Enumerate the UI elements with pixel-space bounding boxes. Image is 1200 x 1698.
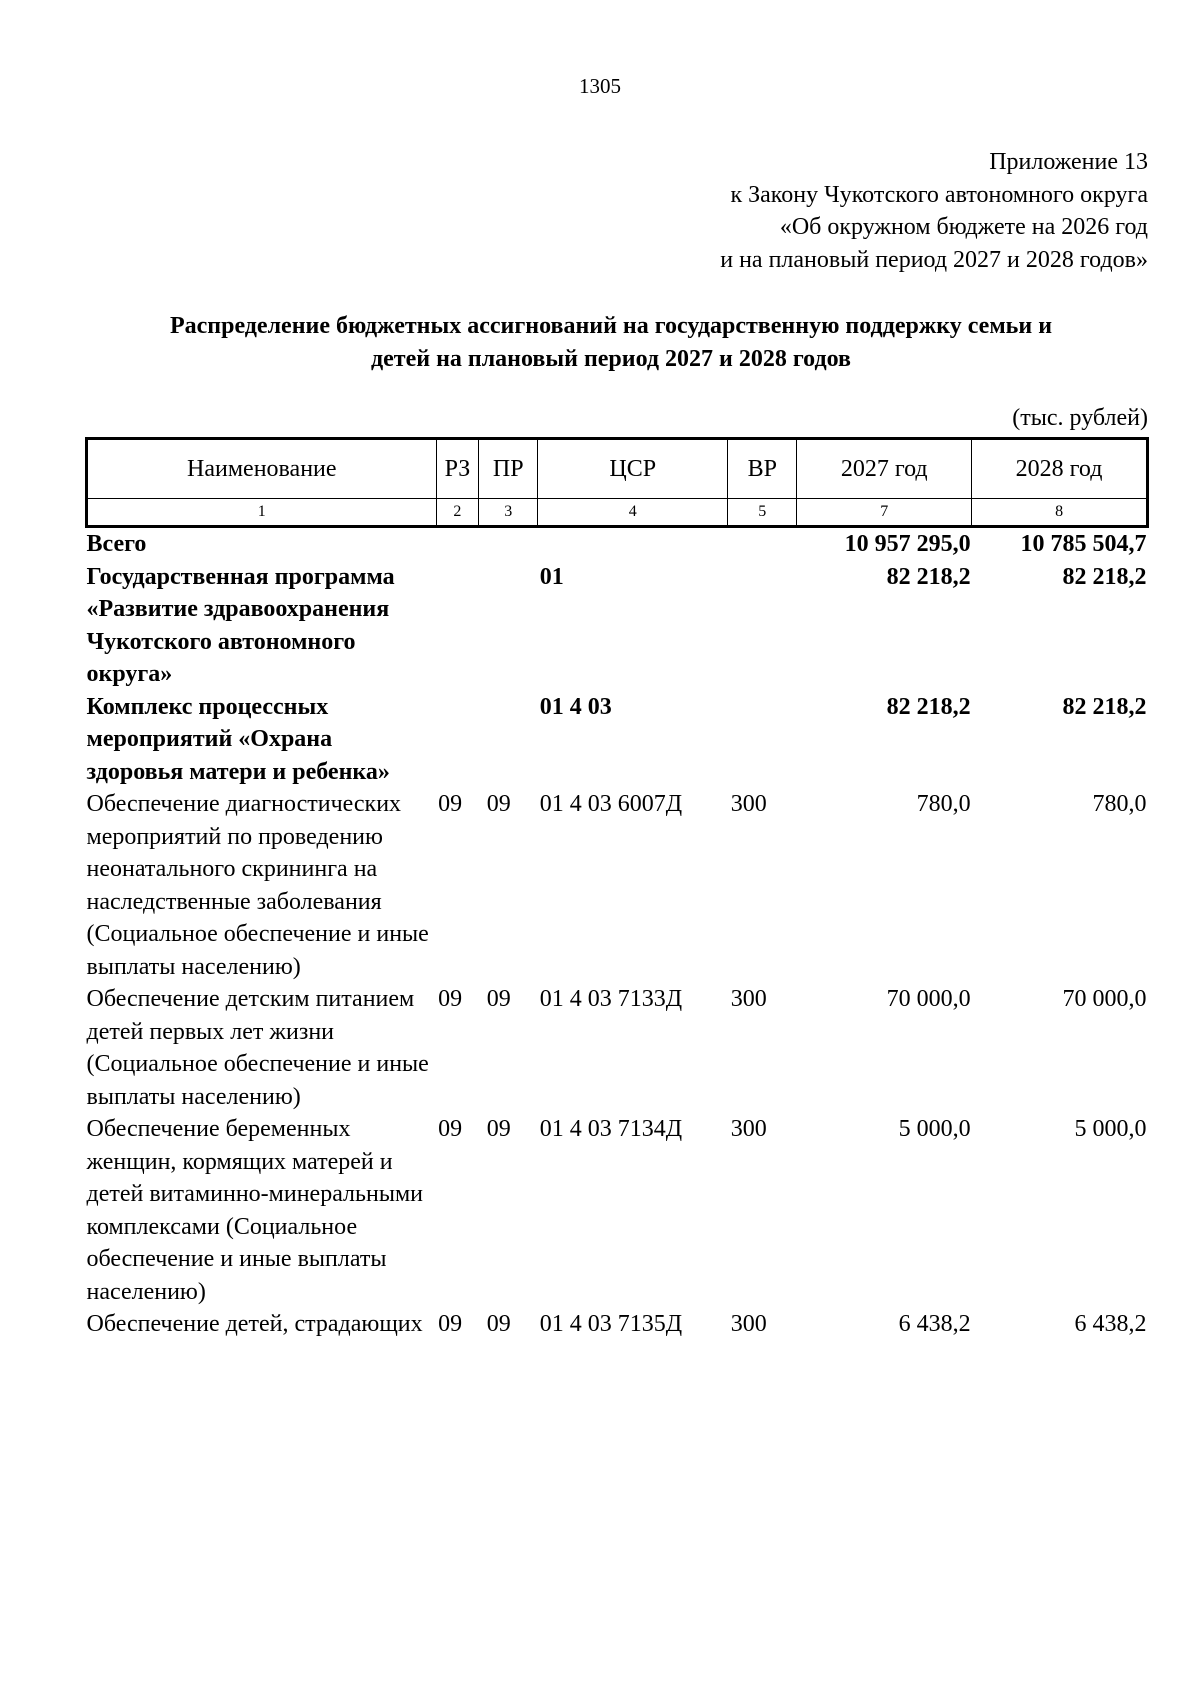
header-year-2027: 2027 год (797, 439, 972, 499)
appendix-line: и на плановый период 2027 и 2028 годов» (720, 247, 1148, 274)
row-amount-2027: 780,0 (916, 791, 971, 817)
units-note: (тыс. рублей) (1012, 405, 1148, 431)
row-name: Обеспечение детей, страдающих (86, 1311, 423, 1337)
row-vr: 300 (730, 1116, 767, 1142)
header-csr: ЦСР (538, 439, 728, 499)
row-name: Обеспечение детским питанием детей первых лет жизни (Социальное обеспечение и иные выплаты населению) (86, 986, 429, 1110)
appendix-line: Приложение 13 (989, 149, 1148, 175)
header-year-2028: 2028 год (972, 439, 1148, 499)
row-csr: 01 4 03 6007Д (539, 791, 683, 817)
page-number: 1305 (579, 74, 621, 98)
column-number: 2 (436, 499, 479, 527)
budget-table (85, 437, 1149, 1341)
table-row (87, 561, 1148, 691)
row-amount-2028: 10 785 504,7 (1020, 531, 1147, 557)
row-pr: 09 (486, 1311, 511, 1337)
row-name: Государственная программа «Развитие здравоохранения Чукотского автономного округа» (86, 563, 395, 687)
row-amount-2027: 70 000,0 (886, 986, 971, 1012)
appendix-line: «Об окружном бюджете на 2026 год (779, 214, 1148, 241)
column-number: 5 (728, 499, 797, 527)
row-name: Обеспечение диагностических мероприятий по проведению неонатального скрининга на наследственные заболевания (Социальное обеспечение и иные выплаты населению) (86, 791, 429, 980)
row-csr: 01 4 03 7135Д (539, 1311, 683, 1337)
row-amount-2028: 82 218,2 (1062, 563, 1147, 590)
row-amount-2028: 70 000,0 (1062, 986, 1147, 1012)
table-row (87, 788, 1148, 983)
row-csr: 01 (539, 563, 564, 590)
row-amount-2027: 5 000,0 (898, 1116, 971, 1142)
row-pr (479, 691, 538, 789)
header-vr: ВР (728, 439, 797, 499)
row-csr: 01 4 03 7133Д (539, 986, 683, 1012)
row-name: Комплекс процессных мероприятий «Охрана здоровья матери и ребенка» (86, 693, 390, 785)
table-row (87, 1113, 1148, 1308)
header-name: Наименование (87, 439, 437, 499)
appendix-line: к Закону Чукотского автономного округа (730, 181, 1148, 208)
row-rz: 09 (438, 1116, 463, 1142)
row-rz (436, 561, 479, 691)
row-amount-2028: 780,0 (1092, 791, 1147, 817)
row-amount-2028: 5 000,0 (1074, 1116, 1147, 1142)
document-title-line: детей на плановый период 2027 и 2028 годов (371, 345, 851, 372)
row-amount-2027: 10 957 295,0 (844, 531, 971, 557)
column-number: 3 (479, 499, 538, 527)
row-name: Всего (86, 531, 147, 557)
row-rz (436, 527, 479, 561)
header-pr: ПР (479, 439, 538, 499)
row-vr: 300 (730, 986, 767, 1012)
column-number: 8 (972, 499, 1148, 527)
row-rz: 09 (438, 986, 463, 1012)
table-row (87, 527, 1148, 561)
row-vr: 300 (730, 791, 767, 817)
document-title-line: Распределение бюджетных ассигнований на государственную поддержку семьи и (169, 313, 1053, 339)
row-pr (479, 527, 538, 561)
row-amount-2028: 82 218,2 (1062, 693, 1147, 720)
row-pr: 09 (486, 1116, 511, 1142)
column-number: 4 (538, 499, 728, 527)
row-rz: 09 (438, 791, 463, 817)
row-vr (728, 527, 797, 561)
row-pr: 09 (486, 986, 511, 1012)
row-amount-2028: 6 438,2 (1074, 1311, 1147, 1337)
column-number: 1 (87, 499, 437, 527)
row-pr: 09 (486, 791, 511, 817)
row-name: Обеспечение беременных женщин, кормящих матерей и детей витаминно-минеральными комплексами (Социальное обеспечение и иные выплаты населению) (86, 1116, 423, 1305)
row-vr: 300 (730, 1311, 767, 1337)
column-number: 7 (797, 499, 972, 527)
row-amount-2027: 82 218,2 (886, 693, 971, 720)
row-amount-2027: 6 438,2 (898, 1311, 971, 1337)
row-csr: 01 4 03 7134Д (539, 1116, 683, 1142)
row-csr (538, 527, 728, 561)
row-vr (728, 691, 797, 789)
appendix-reference (508, 146, 1148, 277)
header-rz: РЗ (436, 439, 479, 499)
row-csr: 01 4 03 (539, 693, 612, 720)
row-vr (728, 561, 797, 691)
document-title (80, 310, 1142, 375)
row-amount-2027: 82 218,2 (886, 563, 971, 590)
table-row (87, 1308, 1148, 1341)
row-rz: 09 (438, 1311, 463, 1337)
row-pr (479, 561, 538, 691)
table-header (87, 439, 1148, 527)
table-row (87, 691, 1148, 789)
row-rz (436, 691, 479, 789)
table-row (87, 983, 1148, 1113)
table-body (87, 527, 1148, 1341)
